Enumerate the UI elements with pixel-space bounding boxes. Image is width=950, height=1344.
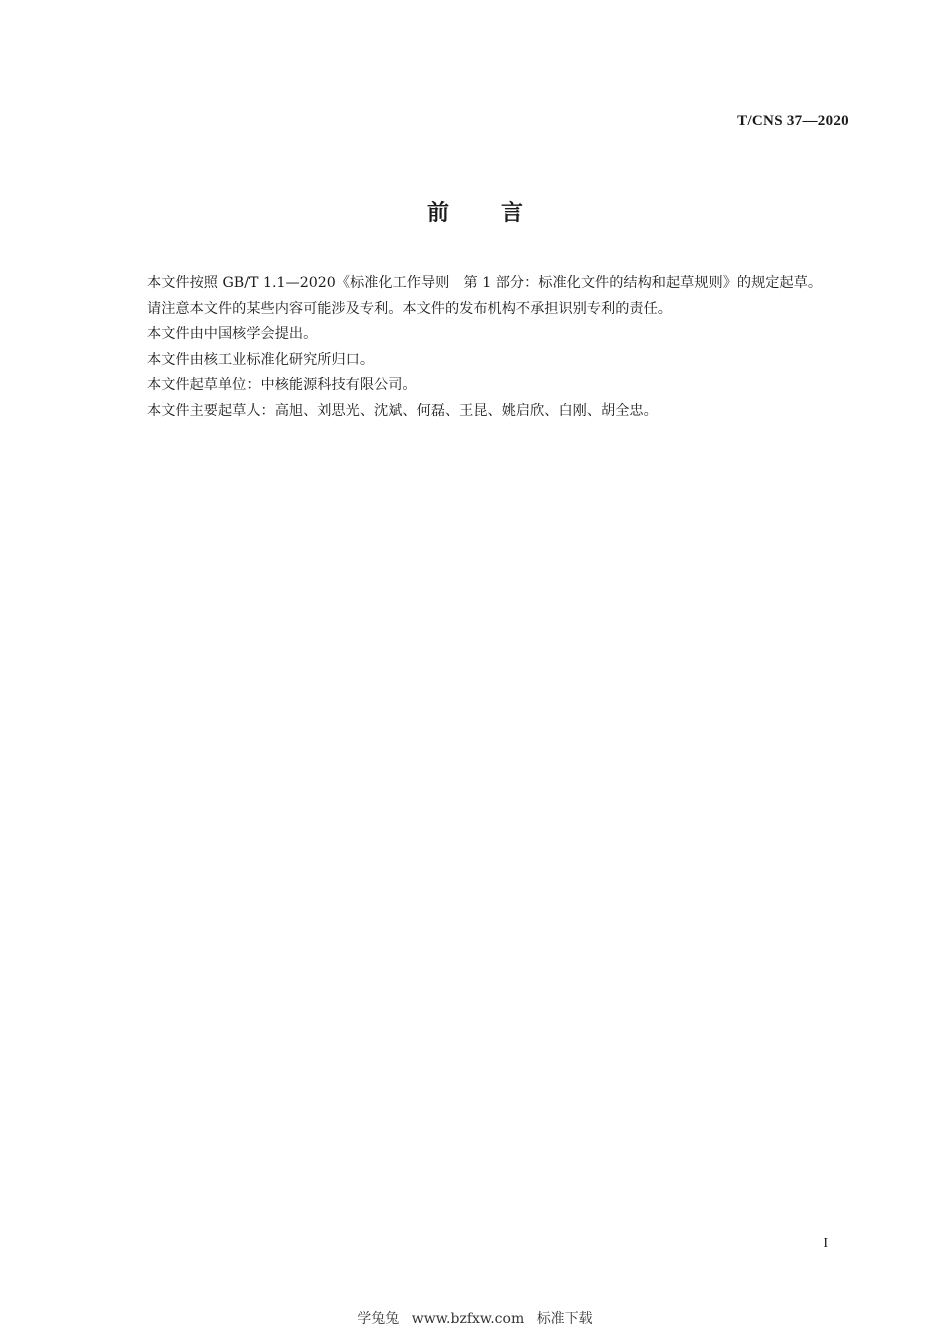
paragraph-drafting-unit: 本文件起草单位：中核能源科技有限公司。 xyxy=(147,377,417,393)
paragraph-centralized-unit: 本文件由核工业标准化研究所归口。 xyxy=(147,351,375,368)
foreword-body xyxy=(114,271,850,424)
paragraph-proposer: 本文件由中国核学会提出。 xyxy=(147,326,318,342)
page-number: I xyxy=(823,1236,828,1251)
footer-tagline: 标准下载 xyxy=(536,1311,593,1327)
footer-url-link[interactable]: www.bzfxw.com xyxy=(411,1311,525,1327)
footer-site-name: 学兔兔 xyxy=(357,1311,400,1327)
paragraph-drafting-rules: 本文件按照 GB/T 1.1—2020《标准化工作导则 第 1 部分：标准化文件的结构和起草规则》的规定起草。 xyxy=(147,275,823,291)
document-code: T/CNS 37—2020 xyxy=(737,113,849,129)
footer-watermark xyxy=(0,1308,950,1328)
page-title: 前言 xyxy=(426,201,575,226)
paragraph-drafters: 本文件主要起草人：高旭、刘思光、沈斌、何磊、王昆、姚启欣、白刚、胡全忠。 xyxy=(147,402,658,419)
paragraph-patent-notice: 请注意本文件的某些内容可能涉及专利。本文件的发布机构不承担识别专利的责任。 xyxy=(147,300,672,317)
